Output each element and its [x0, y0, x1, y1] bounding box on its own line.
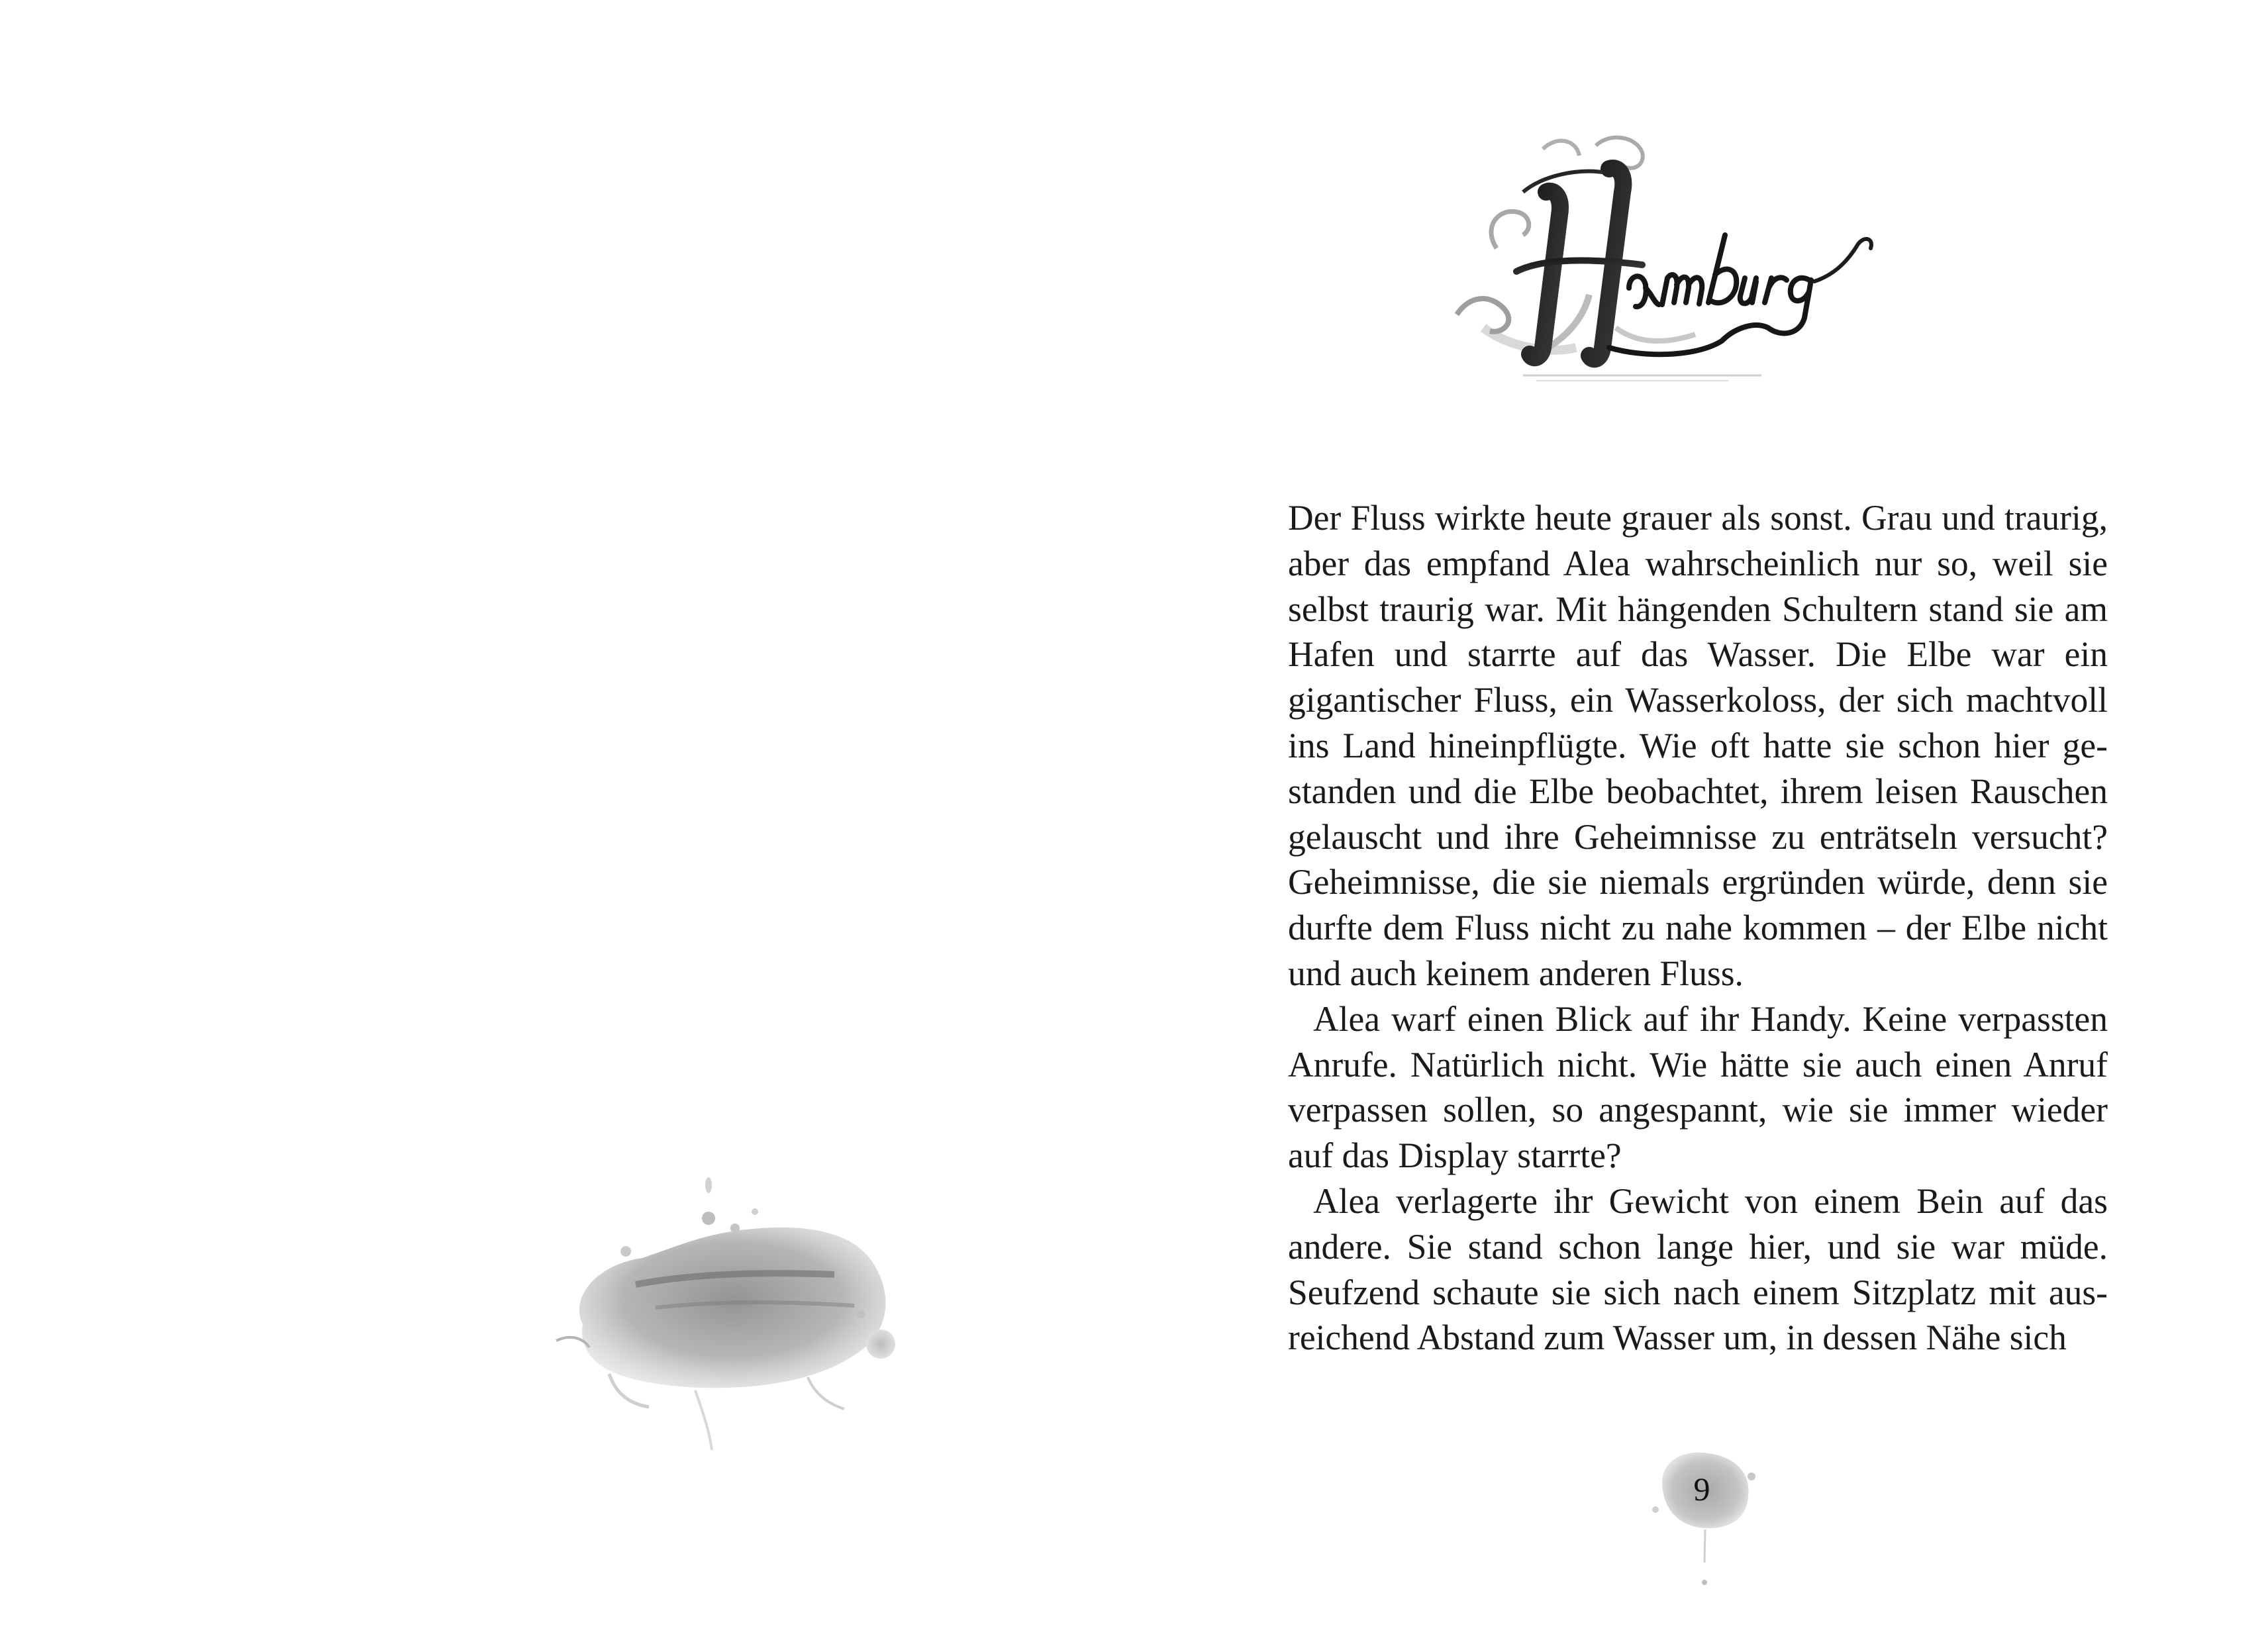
paragraph-1: Der Fluss wirkte heute grauer als sonst. Grau und traurig, aber das empfand Alea wahrscheinlich nur so, weil sie selbst traurig war. Mit hängenden Schultern stand sie am Hafen und starrte auf das Wasser. Die Elbe war ein gigantischer Fluss, ein Wasserkoloss, der sich machtvoll ins Land hineinpflügte. Wie oft hatte sie schon hier gestanden und die Elbe beobachtet, ihrem leisen Rauschen gelauscht und ihre Geheimnisse zu enträtseln versucht? Geheimnisse, die sie niemals ergründen würde, denn sie durfte dem Fluss nicht zu nahe kommen – der Elbe nicht und auch keinem anderen Fluss. — [1288, 498, 2108, 993]
page-number-ink-splash — [1636, 1430, 1768, 1589]
paragraph-3: Alea verlagerte ihr Gewicht von einem Bein auf das andere. Sie stand schon lange hier, und sie war müde. Seufzend schaute sie sich nach einem Sitzplatz mit ausreichend Abstand zum Wasser um, in dessen Nähe sich — [1288, 1181, 2108, 1358]
ink-splash-illustration — [543, 1165, 914, 1457]
body-text — [1288, 495, 2108, 1361]
chapter-title — [1444, 129, 1920, 394]
page-number: 9 — [1693, 1471, 1710, 1508]
page-number-area — [1636, 1430, 1768, 1589]
paragraph-2: Alea warf einen Blick auf ihr Handy. Keine verpassten Anrufe. Natürlich nicht. Wie hätte sie auch einen Anruf verpassen sollen, so angespannt, wie sie immer wieder auf das Display starrte? — [1288, 998, 2108, 1176]
